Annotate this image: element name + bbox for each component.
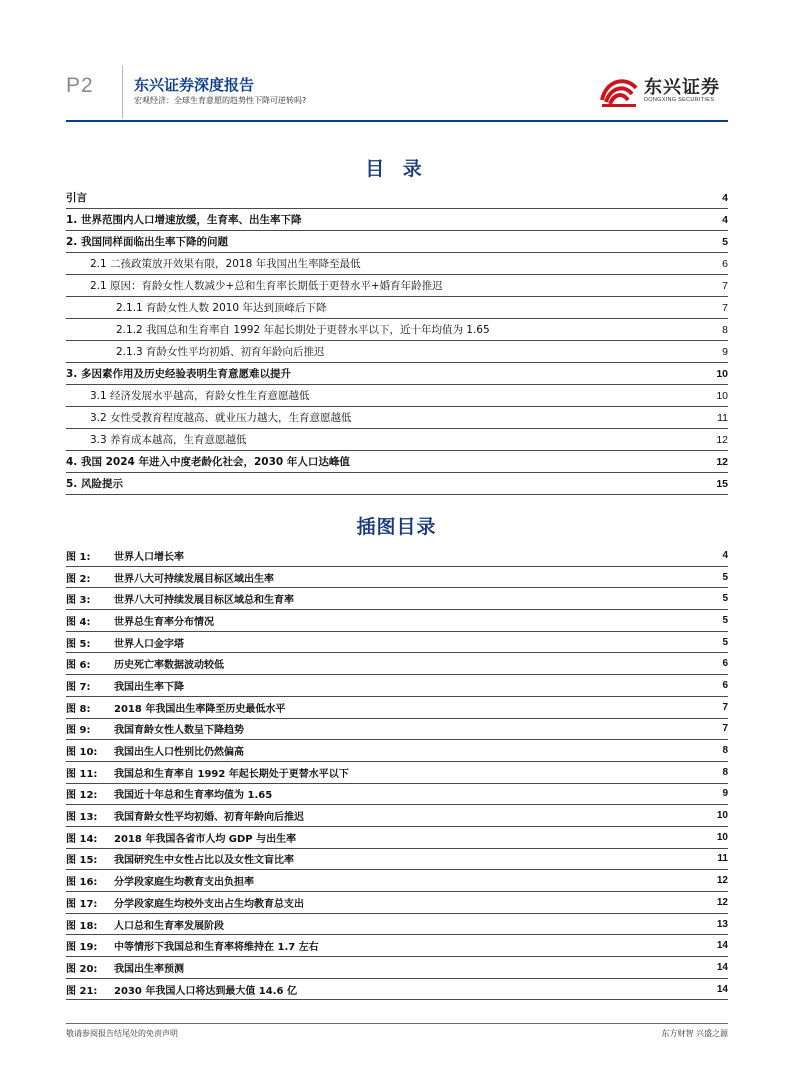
toc-entry-text: 2. 我国同样面临出生率下降的问题	[66, 234, 716, 249]
figure-entry-text-wrap	[66, 982, 711, 997]
toc-entry[interactable]	[66, 297, 728, 319]
page-header	[66, 62, 728, 120]
figure-page: 5	[722, 593, 728, 605]
report-title: 东兴证券深度报告	[134, 76, 255, 94]
figure-entry-text-wrap	[66, 873, 711, 888]
figure-page: 5	[722, 636, 728, 648]
logo-subtitle: DONGXING SECURITIES	[644, 97, 715, 103]
figure-number: 图 12:	[66, 790, 98, 802]
figure-entry-text-wrap	[66, 656, 716, 671]
toc-entry-text: 2.1 二孩政策放开效果有限，2018 年我国出生率降至最低	[90, 256, 716, 271]
figure-entry[interactable]	[66, 740, 728, 762]
figure-entry-text-wrap	[66, 786, 716, 801]
toc-entry[interactable]	[66, 319, 728, 341]
figure-entry-text-wrap	[66, 938, 711, 953]
figure-entry[interactable]	[66, 675, 728, 697]
figure-caption: 我国总和生育率自 1992 年起长期处于更替水平以下	[114, 768, 349, 780]
toc-entry[interactable]	[66, 275, 728, 297]
figure-caption: 我国出生率预测	[114, 963, 184, 975]
toc-entry-text: 3.1 经济发展水平越高，育龄女性生育意愿越低	[90, 388, 710, 403]
toc-entry-page: 4	[722, 213, 728, 226]
figure-entry-text-wrap	[66, 570, 716, 585]
figure-entry[interactable]	[66, 935, 728, 957]
figure-page: 5	[722, 614, 728, 626]
figure-number: 图 21:	[66, 985, 98, 997]
figure-caption: 世界八大可持续发展目标区域出生率	[114, 573, 274, 585]
toc-entry-page: 7	[722, 301, 728, 314]
toc-entry[interactable]	[66, 407, 728, 429]
figure-page: 10	[716, 831, 728, 843]
figure-page: 14	[716, 983, 728, 995]
figure-number: 图 17:	[66, 898, 98, 910]
figure-entry[interactable]	[66, 653, 728, 675]
figure-number: 图 11:	[66, 768, 98, 780]
toc-entry[interactable]	[66, 253, 728, 275]
figure-number: 图 9:	[66, 725, 91, 737]
figure-entry[interactable]	[66, 849, 728, 871]
figure-number: 图 14:	[66, 833, 98, 845]
figure-page: 6	[722, 679, 728, 691]
figure-caption: 2018 年我国出生率降至历史最低水平	[114, 703, 286, 715]
toc-entry-page: 15	[716, 477, 728, 490]
toc-entry[interactable]	[66, 451, 728, 473]
figure-caption: 世界八大可持续发展目标区域总和生育率	[114, 595, 294, 607]
figure-page: 10	[716, 810, 728, 822]
figure-page: 7	[722, 701, 728, 713]
toc-entry[interactable]	[66, 473, 728, 495]
figure-entry-text-wrap	[66, 765, 716, 780]
figure-caption: 我国近十年总和生育率均值为 1.65	[114, 790, 273, 802]
figure-page: 8	[722, 745, 728, 757]
figure-entry[interactable]	[66, 827, 728, 849]
figure-entry-text-wrap	[66, 635, 716, 650]
toc-entry-text: 4. 我国 2024 年进入中度老龄化社会，2030 年人口达峰值	[66, 454, 710, 469]
table-of-contents	[66, 187, 728, 495]
figure-page: 11	[717, 853, 728, 865]
figure-number: 图 4:	[66, 616, 91, 628]
figures-title: 插图目录	[356, 516, 437, 538]
figure-page: 4	[722, 549, 728, 561]
figure-entry[interactable]	[66, 979, 728, 1001]
figure-page: 8	[722, 766, 728, 778]
toc-entry-text: 2.1 原因：育龄女性人数减少+总和生育率长期低于更替水平+婚育年龄推迟	[90, 278, 716, 293]
toc-entry-text: 2.1.3 育龄女性平均初婚、初育年龄向后推迟	[116, 344, 716, 359]
company-logo	[598, 70, 728, 110]
header-divider	[122, 66, 123, 118]
toc-entry[interactable]	[66, 341, 728, 363]
figure-entry[interactable]	[66, 805, 728, 827]
figure-number: 图 8:	[66, 703, 91, 715]
toc-entry-text: 2.1.1 育龄女性人数 2010 年达到顶峰后下降	[116, 300, 716, 315]
report-subtitle: 宏观经济：全球生育意愿的趋势性下降可逆转吗?	[134, 96, 307, 105]
figure-page: 5	[722, 571, 728, 583]
figure-entry[interactable]	[66, 719, 728, 741]
figure-entry-text-wrap	[66, 830, 711, 845]
figure-caption: 我国出生率下降	[114, 681, 184, 693]
figure-entry[interactable]	[66, 892, 728, 914]
figure-caption: 分学段家庭生均校外支出占生均教育总支出	[114, 898, 304, 910]
figure-number: 图 10:	[66, 747, 98, 759]
figure-page: 7	[722, 723, 728, 735]
footer-slogan: 东方财智 兴盛之源	[661, 1029, 728, 1038]
toc-entry-page: 10	[716, 389, 728, 402]
figure-entry-text-wrap	[66, 808, 711, 823]
toc-entry-text: 3. 多因素作用及历史经验表明生育意愿难以提升	[66, 366, 710, 381]
figure-entry[interactable]	[66, 870, 728, 892]
toc-entry-page: 6	[722, 257, 728, 270]
toc-entry[interactable]	[66, 231, 728, 253]
figure-caption: 世界总生育率分布情况	[114, 616, 214, 628]
figure-number: 图 2:	[66, 573, 91, 585]
figure-caption: 我国出生人口性别比仍然偏高	[114, 747, 244, 759]
figure-number: 图 6:	[66, 660, 91, 672]
figure-entry[interactable]	[66, 632, 728, 654]
figure-caption: 我国育龄女性人数呈下降趋势	[114, 725, 244, 737]
toc-entry[interactable]	[66, 363, 728, 385]
figure-entry[interactable]	[66, 697, 728, 719]
figure-number: 图 7:	[66, 681, 91, 693]
figure-entry[interactable]	[66, 610, 728, 632]
figure-entry[interactable]	[66, 957, 728, 979]
toc-entry-page: 12	[716, 455, 728, 468]
toc-entry[interactable]	[66, 385, 728, 407]
figure-caption: 我国研究生中女性占比以及女性文盲比率	[114, 855, 294, 867]
toc-entry-page: 5	[722, 235, 728, 248]
toc-entry[interactable]	[66, 429, 728, 451]
figure-entry[interactable]	[66, 762, 728, 784]
toc-entry-text: 引言	[66, 190, 716, 205]
figure-page: 14	[716, 940, 728, 952]
figure-number: 图 18:	[66, 920, 98, 932]
figure-page: 6	[722, 658, 728, 670]
toc-entry-page: 4	[722, 191, 728, 204]
figure-number: 图 19:	[66, 942, 98, 954]
figure-entry-text-wrap	[66, 960, 711, 975]
toc-entry-text: 2.1.2 我国总和生育率自 1992 年起长期处于更替水平以下，近十年均值为 1.65	[116, 322, 716, 337]
footer-rule	[66, 1023, 728, 1024]
toc-entry-page: 7	[722, 279, 728, 292]
figure-caption: 世界人口金字塔	[114, 638, 184, 650]
toc-entry-page: 11	[717, 411, 728, 424]
figure-caption: 我国育龄女性平均初婚、初育年龄向后推迟	[114, 812, 304, 824]
figure-number: 图 15:	[66, 855, 98, 867]
toc-entry-text: 3.3 养育成本越高，生育意愿越低	[90, 432, 710, 447]
toc-entry-page: 8	[722, 323, 728, 336]
figure-page: 14	[716, 961, 728, 973]
figure-entry-text-wrap	[66, 591, 716, 606]
toc-title: 目 录	[365, 158, 428, 180]
figure-list	[66, 545, 728, 1000]
figure-entry[interactable]	[66, 567, 728, 589]
figure-number: 图 20:	[66, 963, 98, 975]
toc-entry-page: 12	[716, 433, 728, 446]
figure-page: 9	[722, 788, 728, 800]
figure-number: 图 5:	[66, 638, 91, 650]
figure-entry-text-wrap	[66, 851, 711, 866]
figure-entry-text-wrap	[66, 917, 711, 932]
figure-caption: 分学段家庭生均教育支出负担率	[114, 877, 254, 889]
figure-entry-text-wrap	[66, 678, 716, 693]
figure-number: 图 16:	[66, 877, 98, 889]
figure-page: 13	[716, 918, 728, 930]
figure-entry-text-wrap	[66, 548, 716, 563]
figure-entry[interactable]	[66, 588, 728, 610]
logo-name: 东兴证券	[644, 77, 720, 98]
figure-caption: 2018 年我国各省市人均 GDP 与出生率	[114, 833, 297, 845]
toc-entry-text: 1. 世界范围内人口增速放缓，生育率、出生率下降	[66, 212, 716, 227]
figure-number: 图 1:	[66, 551, 91, 563]
header-rule	[66, 120, 728, 122]
figure-caption: 历史死亡率数据波动较低	[114, 660, 224, 672]
figure-number: 图 13:	[66, 812, 98, 824]
toc-entry[interactable]	[66, 209, 728, 231]
toc-entry-page: 10	[716, 367, 728, 380]
figure-caption: 人口总和生育率发展阶段	[114, 920, 224, 932]
figure-caption: 世界人口增长率	[114, 551, 184, 563]
figure-entry-text-wrap	[66, 613, 716, 628]
toc-entry-text: 5. 风险提示	[66, 476, 710, 491]
figure-entry-text-wrap	[66, 700, 716, 715]
figure-page: 12	[716, 875, 728, 887]
page-number: P2	[66, 74, 94, 97]
toc-entry[interactable]	[66, 187, 728, 209]
figure-entry[interactable]	[66, 914, 728, 936]
toc-entry-text: 3.2 女性受教育程度越高、就业压力越大，生育意愿越低	[90, 410, 711, 425]
figure-entry-text-wrap	[66, 721, 716, 736]
figure-entry[interactable]	[66, 545, 728, 567]
logo-mark-icon	[598, 70, 640, 110]
figure-caption: 中等情形下我国总和生育率将维持在 1.7 左右	[114, 942, 319, 954]
figure-entry[interactable]	[66, 784, 728, 806]
figure-caption: 2030 年我国人口将达到最大值 14.6 亿	[114, 985, 297, 997]
figure-number: 图 3:	[66, 595, 91, 607]
toc-entry-page: 9	[722, 345, 728, 358]
figure-entry-text-wrap	[66, 743, 716, 758]
footer-disclaimer: 敬请参阅报告结尾处的免责声明	[66, 1029, 178, 1038]
figure-page: 12	[716, 896, 728, 908]
figure-entry-text-wrap	[66, 895, 711, 910]
